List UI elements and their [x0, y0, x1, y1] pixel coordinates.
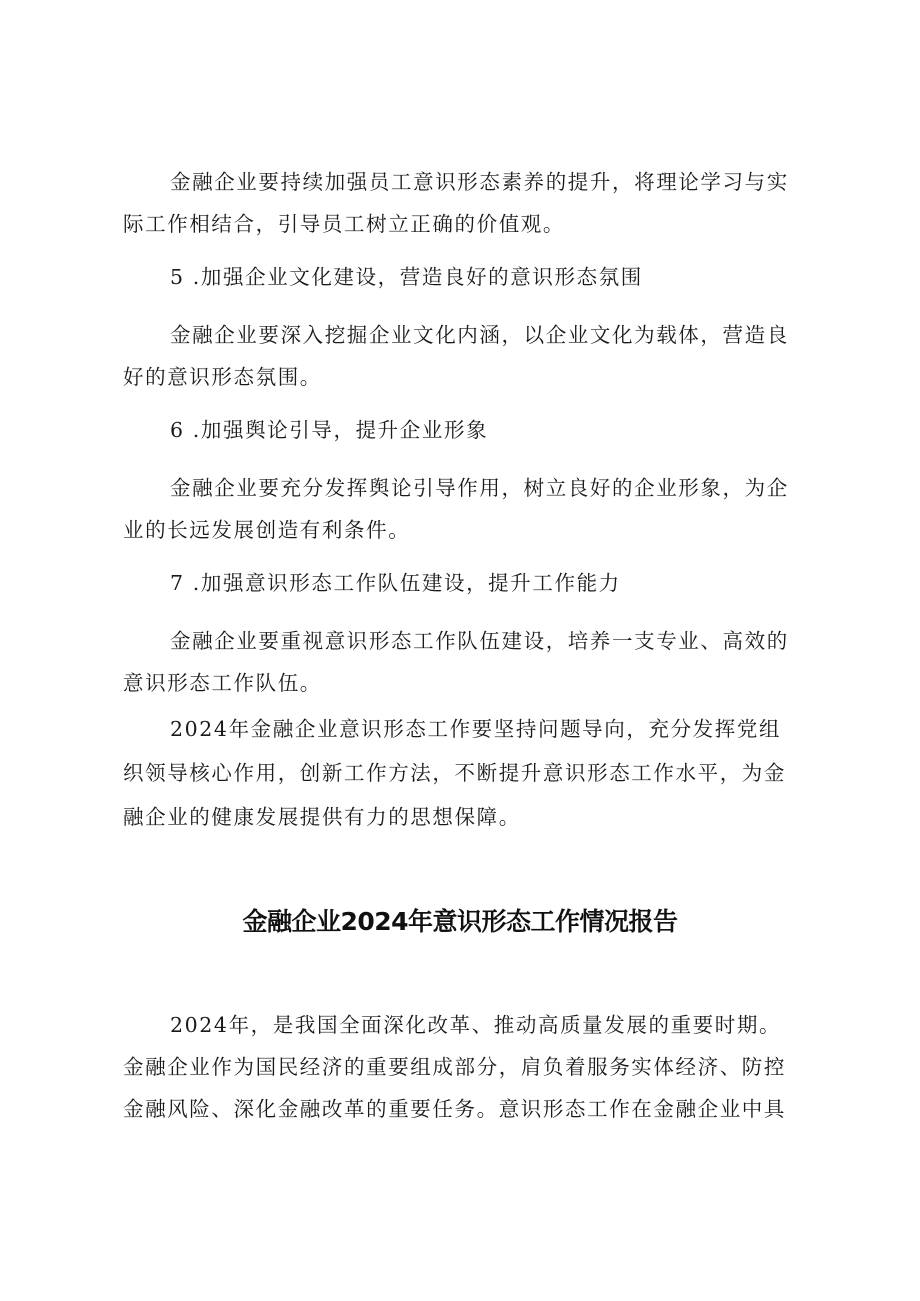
section-heading-6: 6 .加强舆论引导，提升企业形象: [170, 418, 489, 442]
paragraph-line: 好的意识形态氛围。: [123, 365, 322, 389]
report-paragraph-line: 金融企业作为国民经济的重要组成部分，肩负着服务实体经济、防控: [123, 1055, 786, 1079]
report-title: 金融企业2024年意识形态工作情况报告: [242, 907, 678, 936]
paragraph-line: 2024年金融企业意识形态工作要坚持问题导向，充分发挥党组: [170, 717, 782, 741]
paragraph-line: 金融企业要重视意识形态工作队伍建设，培养一支专业、高效的: [170, 629, 789, 653]
section-heading-7: 7 .加强意识形态工作队伍建设，提升工作能力: [170, 571, 621, 595]
paragraph-line: 意识形态工作队伍。: [123, 671, 322, 695]
paragraph-line: 金融企业要持续加强员工意识形态素养的提升，将理论学习与实: [170, 170, 789, 194]
report-paragraph-line: 2024年，是我国全面深化改革、推动高质量发展的重要时期。: [170, 1013, 782, 1037]
paragraph-line: 织领导核心作用，创新工作方法，不断提升意识形态工作水平，为金: [123, 761, 786, 785]
paragraph-line: 融企业的健康发展提供有力的思想保障。: [123, 805, 521, 829]
report-paragraph-line: 金融风险、深化金融改革的重要任务。意识形态工作在金融企业中具: [123, 1097, 786, 1121]
paragraph-line: 际工作相结合，引导员工树立正确的价值观。: [123, 212, 565, 236]
paragraph-line: 金融企业要深入挖掘企业文化内涵，以企业文化为载体，营造良: [170, 323, 789, 347]
section-heading-5: 5 .加强企业文化建设，营造良好的意识形态氛围: [170, 265, 643, 289]
paragraph-line: 金融企业要充分发挥舆论引导作用，树立良好的企业形象，为企: [170, 476, 789, 500]
paragraph-line: 业的长远发展创造有利条件。: [123, 518, 411, 542]
